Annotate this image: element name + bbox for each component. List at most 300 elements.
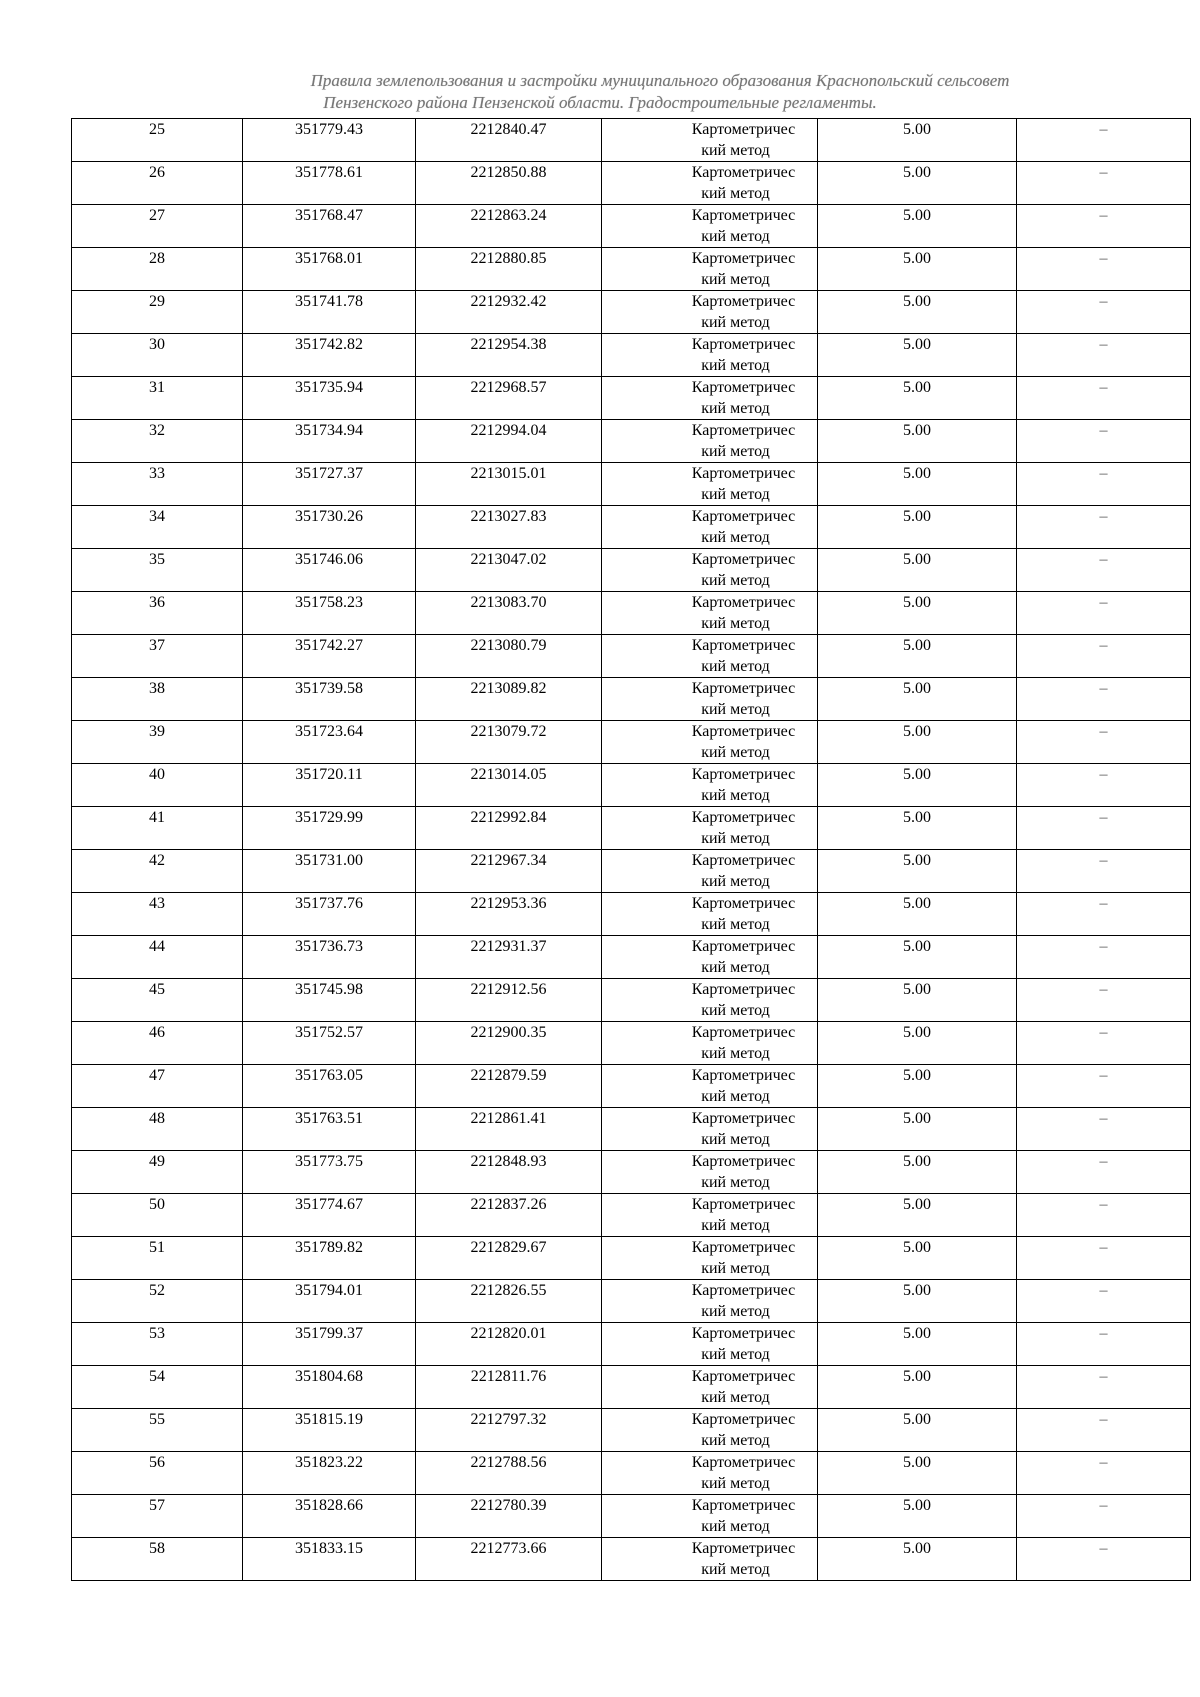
y-coordinate-cell: 2213015.01 [416, 463, 602, 506]
note-cell: – [1017, 248, 1191, 291]
method-text-line-1: Картометричес [691, 981, 796, 998]
x-coordinate-cell: 351828.66 [243, 1495, 416, 1538]
coordinates-table-body [72, 119, 1191, 1581]
y-coordinate-cell: 2212788.56 [416, 1452, 602, 1495]
method-cell [602, 1194, 818, 1237]
point-number-cell: 52 [72, 1280, 243, 1323]
y-coordinate-cell: 2212954.38 [416, 334, 602, 377]
note-cell: – [1017, 162, 1191, 205]
x-coordinate-cell: 351833.15 [243, 1538, 416, 1581]
note-cell: – [1017, 764, 1191, 807]
y-coordinate-cell: 2212861.41 [416, 1108, 602, 1151]
x-coordinate-cell: 351815.19 [243, 1409, 416, 1452]
note-cell: – [1017, 1366, 1191, 1409]
method-cell [602, 592, 818, 635]
table-row [72, 377, 1191, 420]
table-row [72, 334, 1191, 377]
point-number-cell: 39 [72, 721, 243, 764]
point-number-cell: 57 [72, 1495, 243, 1538]
method-text-line-2: кий метод [701, 314, 770, 331]
x-coordinate-cell: 351768.47 [243, 205, 416, 248]
method-cell [602, 850, 818, 893]
method-text-line-1: Картометричес [691, 594, 796, 611]
page-header [0, 70, 1200, 114]
point-number-cell: 51 [72, 1237, 243, 1280]
y-coordinate-cell: 2212967.34 [416, 850, 602, 893]
point-number-cell: 43 [72, 893, 243, 936]
point-number-cell: 45 [72, 979, 243, 1022]
note-cell: – [1017, 1280, 1191, 1323]
note-cell: – [1017, 420, 1191, 463]
y-coordinate-cell: 2212912.56 [416, 979, 602, 1022]
accuracy-cell: 5.00 [818, 248, 1017, 291]
method-cell [602, 1409, 818, 1452]
method-cell [602, 334, 818, 377]
x-coordinate-cell: 351742.27 [243, 635, 416, 678]
x-coordinate-cell: 351731.00 [243, 850, 416, 893]
x-coordinate-cell: 351779.43 [243, 119, 416, 162]
note-cell: – [1017, 549, 1191, 592]
method-text-line-1: Картометричес [691, 1024, 796, 1041]
y-coordinate-cell: 2213079.72 [416, 721, 602, 764]
table-row [72, 979, 1191, 1022]
accuracy-cell: 5.00 [818, 1237, 1017, 1280]
point-number-cell: 25 [72, 119, 243, 162]
table-row [72, 205, 1191, 248]
method-cell [602, 1323, 818, 1366]
method-text-line-1: Картометричес [691, 336, 796, 353]
x-coordinate-cell: 351823.22 [243, 1452, 416, 1495]
y-coordinate-cell: 2212880.85 [416, 248, 602, 291]
method-text-line-2: кий метод [701, 959, 770, 976]
method-text-line-1: Картометричес [691, 164, 796, 181]
note-cell: – [1017, 119, 1191, 162]
x-coordinate-cell: 351739.58 [243, 678, 416, 721]
y-coordinate-cell: 2212797.32 [416, 1409, 602, 1452]
x-coordinate-cell: 351763.51 [243, 1108, 416, 1151]
y-coordinate-cell: 2212826.55 [416, 1280, 602, 1323]
point-number-cell: 54 [72, 1366, 243, 1409]
point-number-cell: 50 [72, 1194, 243, 1237]
accuracy-cell: 5.00 [818, 807, 1017, 850]
page-header-line-2: Пензенского района Пензенской области. Градостроительные регламенты. [323, 93, 877, 112]
accuracy-cell: 5.00 [818, 1538, 1017, 1581]
method-cell [602, 291, 818, 334]
method-text-line-1: Картометричес [691, 121, 796, 138]
accuracy-cell: 5.00 [818, 334, 1017, 377]
point-number-cell: 27 [72, 205, 243, 248]
y-coordinate-cell: 2212848.93 [416, 1151, 602, 1194]
method-text-line-1: Картометричес [691, 723, 796, 740]
y-coordinate-cell: 2213089.82 [416, 678, 602, 721]
method-text-line-1: Картометричес [691, 1411, 796, 1428]
method-cell [602, 1452, 818, 1495]
table-row [72, 850, 1191, 893]
note-cell: – [1017, 1065, 1191, 1108]
y-coordinate-cell: 2213014.05 [416, 764, 602, 807]
x-coordinate-cell: 351794.01 [243, 1280, 416, 1323]
point-number-cell: 32 [72, 420, 243, 463]
note-cell: – [1017, 205, 1191, 248]
y-coordinate-cell: 2213080.79 [416, 635, 602, 678]
method-text-line-1: Картометричес [691, 1325, 796, 1342]
method-cell [602, 1538, 818, 1581]
method-text-line-1: Картометричес [691, 465, 796, 482]
x-coordinate-cell: 351729.99 [243, 807, 416, 850]
method-text-line-2: кий метод [701, 1475, 770, 1492]
method-cell [602, 979, 818, 1022]
method-text-line-2: кий метод [701, 486, 770, 503]
method-text-line-1: Картометричес [691, 293, 796, 310]
method-cell [602, 549, 818, 592]
accuracy-cell: 5.00 [818, 893, 1017, 936]
y-coordinate-cell: 2212931.37 [416, 936, 602, 979]
method-text-line-2: кий метод [701, 572, 770, 589]
note-cell: – [1017, 979, 1191, 1022]
table-row [72, 1022, 1191, 1065]
x-coordinate-cell: 351734.94 [243, 420, 416, 463]
method-text-line-2: кий метод [701, 701, 770, 718]
accuracy-cell: 5.00 [818, 635, 1017, 678]
x-coordinate-cell: 351768.01 [243, 248, 416, 291]
accuracy-cell: 5.00 [818, 1323, 1017, 1366]
y-coordinate-cell: 2212879.59 [416, 1065, 602, 1108]
method-text-line-2: кий метод [701, 1002, 770, 1019]
method-text-line-1: Картометричес [691, 1282, 796, 1299]
method-cell [602, 1065, 818, 1108]
y-coordinate-cell: 2213027.83 [416, 506, 602, 549]
note-cell: – [1017, 506, 1191, 549]
point-number-cell: 36 [72, 592, 243, 635]
point-number-cell: 38 [72, 678, 243, 721]
accuracy-cell: 5.00 [818, 592, 1017, 635]
method-text-line-1: Картометричес [691, 809, 796, 826]
method-text-line-1: Картометричес [691, 1368, 796, 1385]
y-coordinate-cell: 2212850.88 [416, 162, 602, 205]
table-row [72, 248, 1191, 291]
accuracy-cell: 5.00 [818, 678, 1017, 721]
point-number-cell: 26 [72, 162, 243, 205]
y-coordinate-cell: 2212994.04 [416, 420, 602, 463]
method-text-line-2: кий метод [701, 1389, 770, 1406]
method-text-line-2: кий метод [701, 185, 770, 202]
table-row [72, 893, 1191, 936]
accuracy-cell: 5.00 [818, 850, 1017, 893]
table-row [72, 678, 1191, 721]
y-coordinate-cell: 2212900.35 [416, 1022, 602, 1065]
table-row [72, 1409, 1191, 1452]
note-cell: – [1017, 1409, 1191, 1452]
point-number-cell: 44 [72, 936, 243, 979]
point-number-cell: 53 [72, 1323, 243, 1366]
method-text-line-2: кий метод [701, 357, 770, 374]
accuracy-cell: 5.00 [818, 506, 1017, 549]
method-text-line-1: Картометричес [691, 1239, 796, 1256]
method-cell [602, 721, 818, 764]
x-coordinate-cell: 351737.76 [243, 893, 416, 936]
method-cell [602, 1495, 818, 1538]
method-cell [602, 1108, 818, 1151]
method-text-line-1: Картометричес [691, 680, 796, 697]
x-coordinate-cell: 351723.64 [243, 721, 416, 764]
method-cell [602, 119, 818, 162]
note-cell: – [1017, 1538, 1191, 1581]
point-number-cell: 55 [72, 1409, 243, 1452]
x-coordinate-cell: 351746.06 [243, 549, 416, 592]
method-text-line-1: Картометричес [691, 1540, 796, 1557]
point-number-cell: 58 [72, 1538, 243, 1581]
point-number-cell: 46 [72, 1022, 243, 1065]
note-cell: – [1017, 377, 1191, 420]
note-cell: – [1017, 635, 1191, 678]
accuracy-cell: 5.00 [818, 463, 1017, 506]
point-number-cell: 42 [72, 850, 243, 893]
point-number-cell: 34 [72, 506, 243, 549]
y-coordinate-cell: 2212840.47 [416, 119, 602, 162]
note-cell: – [1017, 807, 1191, 850]
method-cell [602, 1022, 818, 1065]
accuracy-cell: 5.00 [818, 119, 1017, 162]
x-coordinate-cell: 351741.78 [243, 291, 416, 334]
method-text-line-1: Картометричес [691, 1497, 796, 1514]
method-text-line-2: кий метод [701, 1217, 770, 1234]
y-coordinate-cell: 2212837.26 [416, 1194, 602, 1237]
method-cell [602, 678, 818, 721]
point-number-cell: 47 [72, 1065, 243, 1108]
method-text-line-1: Картометричес [691, 1067, 796, 1084]
method-cell [602, 248, 818, 291]
method-text-line-1: Картометричес [691, 895, 796, 912]
method-text-line-2: кий метод [701, 529, 770, 546]
method-text-line-2: кий метод [701, 142, 770, 159]
method-cell [602, 506, 818, 549]
table-row [72, 635, 1191, 678]
method-cell [602, 420, 818, 463]
note-cell: – [1017, 1237, 1191, 1280]
y-coordinate-cell: 2212811.76 [416, 1366, 602, 1409]
method-cell [602, 807, 818, 850]
method-text-line-2: кий метод [701, 400, 770, 417]
accuracy-cell: 5.00 [818, 1280, 1017, 1323]
note-cell: – [1017, 1452, 1191, 1495]
method-text-line-2: кий метод [701, 1303, 770, 1320]
method-text-line-2: кий метод [701, 744, 770, 761]
y-coordinate-cell: 2212863.24 [416, 205, 602, 248]
point-number-cell: 29 [72, 291, 243, 334]
table-row [72, 807, 1191, 850]
table-row [72, 291, 1191, 334]
table-row [72, 1194, 1191, 1237]
method-text-line-1: Картометричес [691, 1153, 796, 1170]
method-cell [602, 162, 818, 205]
note-cell: – [1017, 291, 1191, 334]
method-text-line-2: кий метод [701, 916, 770, 933]
accuracy-cell: 5.00 [818, 721, 1017, 764]
accuracy-cell: 5.00 [818, 205, 1017, 248]
y-coordinate-cell: 2212780.39 [416, 1495, 602, 1538]
note-cell: – [1017, 1495, 1191, 1538]
method-text-line-2: кий метод [701, 1260, 770, 1277]
accuracy-cell: 5.00 [818, 1065, 1017, 1108]
method-cell [602, 764, 818, 807]
accuracy-cell: 5.00 [818, 1366, 1017, 1409]
method-cell [602, 1237, 818, 1280]
note-cell: – [1017, 1108, 1191, 1151]
point-number-cell: 48 [72, 1108, 243, 1151]
point-number-cell: 40 [72, 764, 243, 807]
method-text-line-2: кий метод [701, 615, 770, 632]
method-text-line-1: Картометричес [691, 1196, 796, 1213]
method-cell [602, 1280, 818, 1323]
x-coordinate-cell: 351727.37 [243, 463, 416, 506]
table-row [72, 162, 1191, 205]
method-text-line-2: кий метод [701, 271, 770, 288]
note-cell: – [1017, 592, 1191, 635]
method-text-line-1: Картометричес [691, 938, 796, 955]
method-text-line-1: Картометричес [691, 379, 796, 396]
x-coordinate-cell: 351763.05 [243, 1065, 416, 1108]
y-coordinate-cell: 2213083.70 [416, 592, 602, 635]
method-text-line-1: Картометричес [691, 1110, 796, 1127]
method-text-line-2: кий метод [701, 228, 770, 245]
y-coordinate-cell: 2213047.02 [416, 549, 602, 592]
method-text-line-1: Картометричес [691, 637, 796, 654]
table-row [72, 764, 1191, 807]
x-coordinate-cell: 351730.26 [243, 506, 416, 549]
note-cell: – [1017, 1194, 1191, 1237]
coordinates-table [71, 118, 1191, 1581]
table-row [72, 420, 1191, 463]
point-number-cell: 31 [72, 377, 243, 420]
accuracy-cell: 5.00 [818, 764, 1017, 807]
method-cell [602, 893, 818, 936]
table-row [72, 506, 1191, 549]
method-text-line-2: кий метод [701, 1346, 770, 1363]
point-number-cell: 28 [72, 248, 243, 291]
table-row [72, 721, 1191, 764]
method-cell [602, 635, 818, 678]
method-text-line-2: кий метод [701, 658, 770, 675]
method-text-line-2: кий метод [701, 873, 770, 890]
point-number-cell: 56 [72, 1452, 243, 1495]
point-number-cell: 33 [72, 463, 243, 506]
table-row [72, 1065, 1191, 1108]
x-coordinate-cell: 351735.94 [243, 377, 416, 420]
method-text-line-2: кий метод [701, 1131, 770, 1148]
table-row [72, 1108, 1191, 1151]
method-text-line-2: кий метод [701, 830, 770, 847]
method-text-line-1: Картометричес [691, 766, 796, 783]
x-coordinate-cell: 351799.37 [243, 1323, 416, 1366]
method-text-line-2: кий метод [701, 443, 770, 460]
accuracy-cell: 5.00 [818, 291, 1017, 334]
x-coordinate-cell: 351789.82 [243, 1237, 416, 1280]
y-coordinate-cell: 2212992.84 [416, 807, 602, 850]
table-row [72, 1280, 1191, 1323]
accuracy-cell: 5.00 [818, 1409, 1017, 1452]
accuracy-cell: 5.00 [818, 420, 1017, 463]
note-cell: – [1017, 678, 1191, 721]
accuracy-cell: 5.00 [818, 1022, 1017, 1065]
accuracy-cell: 5.00 [818, 162, 1017, 205]
table-row [72, 936, 1191, 979]
note-cell: – [1017, 936, 1191, 979]
table-row [72, 1495, 1191, 1538]
accuracy-cell: 5.00 [818, 1151, 1017, 1194]
table-row [72, 1452, 1191, 1495]
accuracy-cell: 5.00 [818, 1108, 1017, 1151]
x-coordinate-cell: 351752.57 [243, 1022, 416, 1065]
method-text-line-1: Картометричес [691, 1454, 796, 1471]
y-coordinate-cell: 2212953.36 [416, 893, 602, 936]
note-cell: – [1017, 893, 1191, 936]
accuracy-cell: 5.00 [818, 549, 1017, 592]
table-row [72, 463, 1191, 506]
x-coordinate-cell: 351778.61 [243, 162, 416, 205]
point-number-cell: 49 [72, 1151, 243, 1194]
x-coordinate-cell: 351742.82 [243, 334, 416, 377]
accuracy-cell: 5.00 [818, 1452, 1017, 1495]
method-text-line-1: Картометричес [691, 508, 796, 525]
method-cell [602, 205, 818, 248]
accuracy-cell: 5.00 [818, 1495, 1017, 1538]
method-cell [602, 377, 818, 420]
note-cell: – [1017, 334, 1191, 377]
method-cell [602, 936, 818, 979]
method-cell [602, 1151, 818, 1194]
method-text-line-1: Картометричес [691, 422, 796, 439]
table-row [72, 592, 1191, 635]
point-number-cell: 41 [72, 807, 243, 850]
method-text-line-2: кий метод [701, 1174, 770, 1191]
y-coordinate-cell: 2212820.01 [416, 1323, 602, 1366]
note-cell: – [1017, 1022, 1191, 1065]
x-coordinate-cell: 351804.68 [243, 1366, 416, 1409]
method-cell [602, 1366, 818, 1409]
accuracy-cell: 5.00 [818, 377, 1017, 420]
x-coordinate-cell: 351720.11 [243, 764, 416, 807]
method-text-line-2: кий метод [701, 1518, 770, 1535]
method-cell [602, 463, 818, 506]
method-text-line-1: Картометричес [691, 207, 796, 224]
point-number-cell: 35 [72, 549, 243, 592]
table-row [72, 1237, 1191, 1280]
point-number-cell: 30 [72, 334, 243, 377]
method-text-line-1: Картометричес [691, 551, 796, 568]
x-coordinate-cell: 351773.75 [243, 1151, 416, 1194]
table-row [72, 119, 1191, 162]
method-text-line-2: кий метод [701, 1045, 770, 1062]
table-row [72, 1538, 1191, 1581]
x-coordinate-cell: 351774.67 [243, 1194, 416, 1237]
table-row [72, 1151, 1191, 1194]
method-text-line-1: Картометричес [691, 250, 796, 267]
accuracy-cell: 5.00 [818, 1194, 1017, 1237]
accuracy-cell: 5.00 [818, 936, 1017, 979]
note-cell: – [1017, 1151, 1191, 1194]
point-number-cell: 37 [72, 635, 243, 678]
note-cell: – [1017, 721, 1191, 764]
y-coordinate-cell: 2212932.42 [416, 291, 602, 334]
note-cell: – [1017, 463, 1191, 506]
y-coordinate-cell: 2212968.57 [416, 377, 602, 420]
table-row [72, 1323, 1191, 1366]
x-coordinate-cell: 351745.98 [243, 979, 416, 1022]
method-text-line-2: кий метод [701, 1561, 770, 1578]
y-coordinate-cell: 2212829.67 [416, 1237, 602, 1280]
page-header-line-1: Правила землепользования и застройки муниципального образования Краснопольский сельсовет [310, 71, 1010, 90]
method-text-line-1: Картометричес [691, 852, 796, 869]
